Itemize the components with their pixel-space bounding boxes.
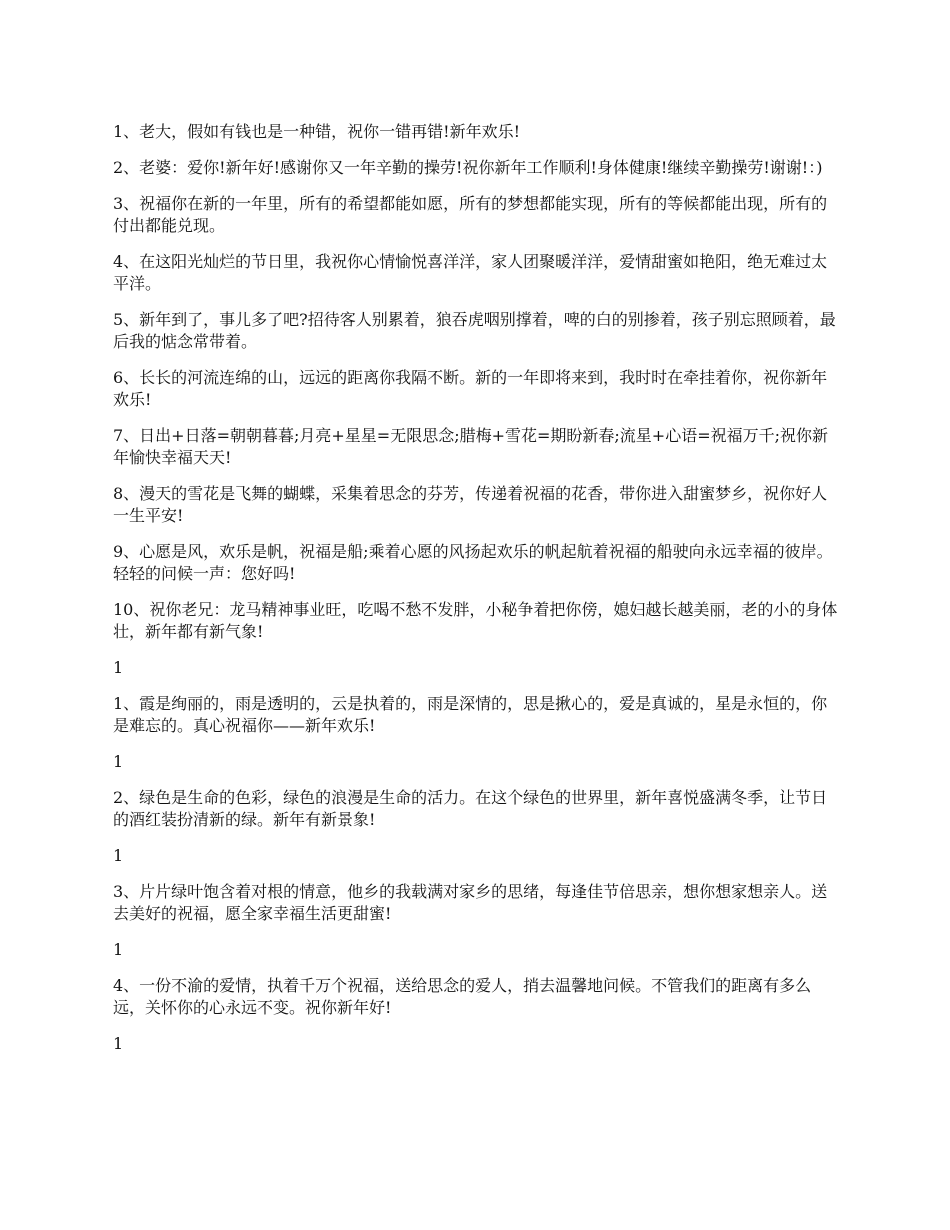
wish-paragraph: 8、漫天的雪花是飞舞的蝴蝶，采集着思念的芬芳，传递着祝福的花香，带你进入甜蜜梦乡，祝你好人一生平安! — [113, 484, 828, 525]
wish-paragraph: 1、老大，假如有钱也是一种错，祝你一错再错!新年欢乐! — [113, 122, 521, 141]
wish-paragraph: 4、在这阳光灿烂的节日里，我祝你心情愉悦喜洋洋，家人团聚暖洋洋，爱情甜蜜如艳阳，绝无难过太平洋。 — [113, 252, 828, 293]
wish-paragraph: 4、一份不渝的爱情，执着千万个祝福，送给思念的爱人，捎去温馨地问候。不管我们的距离有多么远，关怀你的心永远不变。祝你新年好! — [113, 976, 812, 1017]
wish-paragraph: 9、心愿是风，欢乐是帆，祝福是船;乘着心愿的风扬起欢乐的帆起航着祝福的船驶向永远幸福的彼岸。轻轻的问候一声：您好吗! — [113, 542, 833, 583]
wish-paragraph: 5、新年到了，事儿多了吧?招待客人别累着，狼吞虎咽别撑着，啤的白的别掺着，孩子别忘照顾着，最后我的惦念常带着。 — [113, 310, 836, 351]
wish-paragraph: 6、长长的河流连绵的山，远远的距离你我隔不断。新的一年即将来到，我时时在牵挂着你，祝你新年欢乐! — [113, 368, 828, 409]
wish-paragraph: 1、霞是绚丽的，雨是透明的，云是执着的，雨是深情的，思是揪心的，爱是真诚的，星是永恒的，你是难忘的。真心祝福你——新年欢乐! — [113, 694, 828, 735]
page-marker: 1 — [113, 846, 124, 865]
wish-paragraph: 2、老婆：爱你!新年好!感谢你又一年辛勤的操劳!祝你新年工作顺利!身体健康!继续辛勤操劳!谢谢!：) — [113, 158, 823, 177]
wish-paragraph: 7、日出+日落=朝朝暮暮;月亮+星星=无限思念;腊梅+雪花=期盼新春;流星+心语=祝福万千;祝你新年愉快幸福天天! — [113, 426, 828, 467]
wish-paragraph: 3、祝福你在新的一年里，所有的希望都能如愿，所有的梦想都能实现，所有的等候都能出现，所有的付出都能兑现。 — [113, 194, 828, 235]
wish-paragraph: 2、绿色是生命的色彩，绿色的浪漫是生命的活力。在这个绿色的世界里，新年喜悦盛满冬季，让节日的酒红装扮清新的绿。新年有新景象! — [113, 788, 828, 829]
page-marker: 1 — [113, 1034, 124, 1053]
wish-paragraph: 10、祝你老兄：龙马精神事业旺，吃喝不愁不发胖，小秘争着把你傍，媳妇越长越美丽，老的小的身体壮，新年都有新气象! — [113, 600, 838, 641]
document-page — [113, 121, 841, 1069]
page-marker: 1 — [113, 940, 124, 959]
page-marker: 1 — [113, 752, 124, 771]
page-marker: 1 — [113, 658, 124, 677]
wish-paragraph: 3、片片绿叶饱含着对根的情意，他乡的我载满对家乡的思绪，每逢佳节倍思亲，想你想家想亲人。送去美好的祝福，愿全家幸福生活更甜蜜! — [113, 882, 828, 923]
